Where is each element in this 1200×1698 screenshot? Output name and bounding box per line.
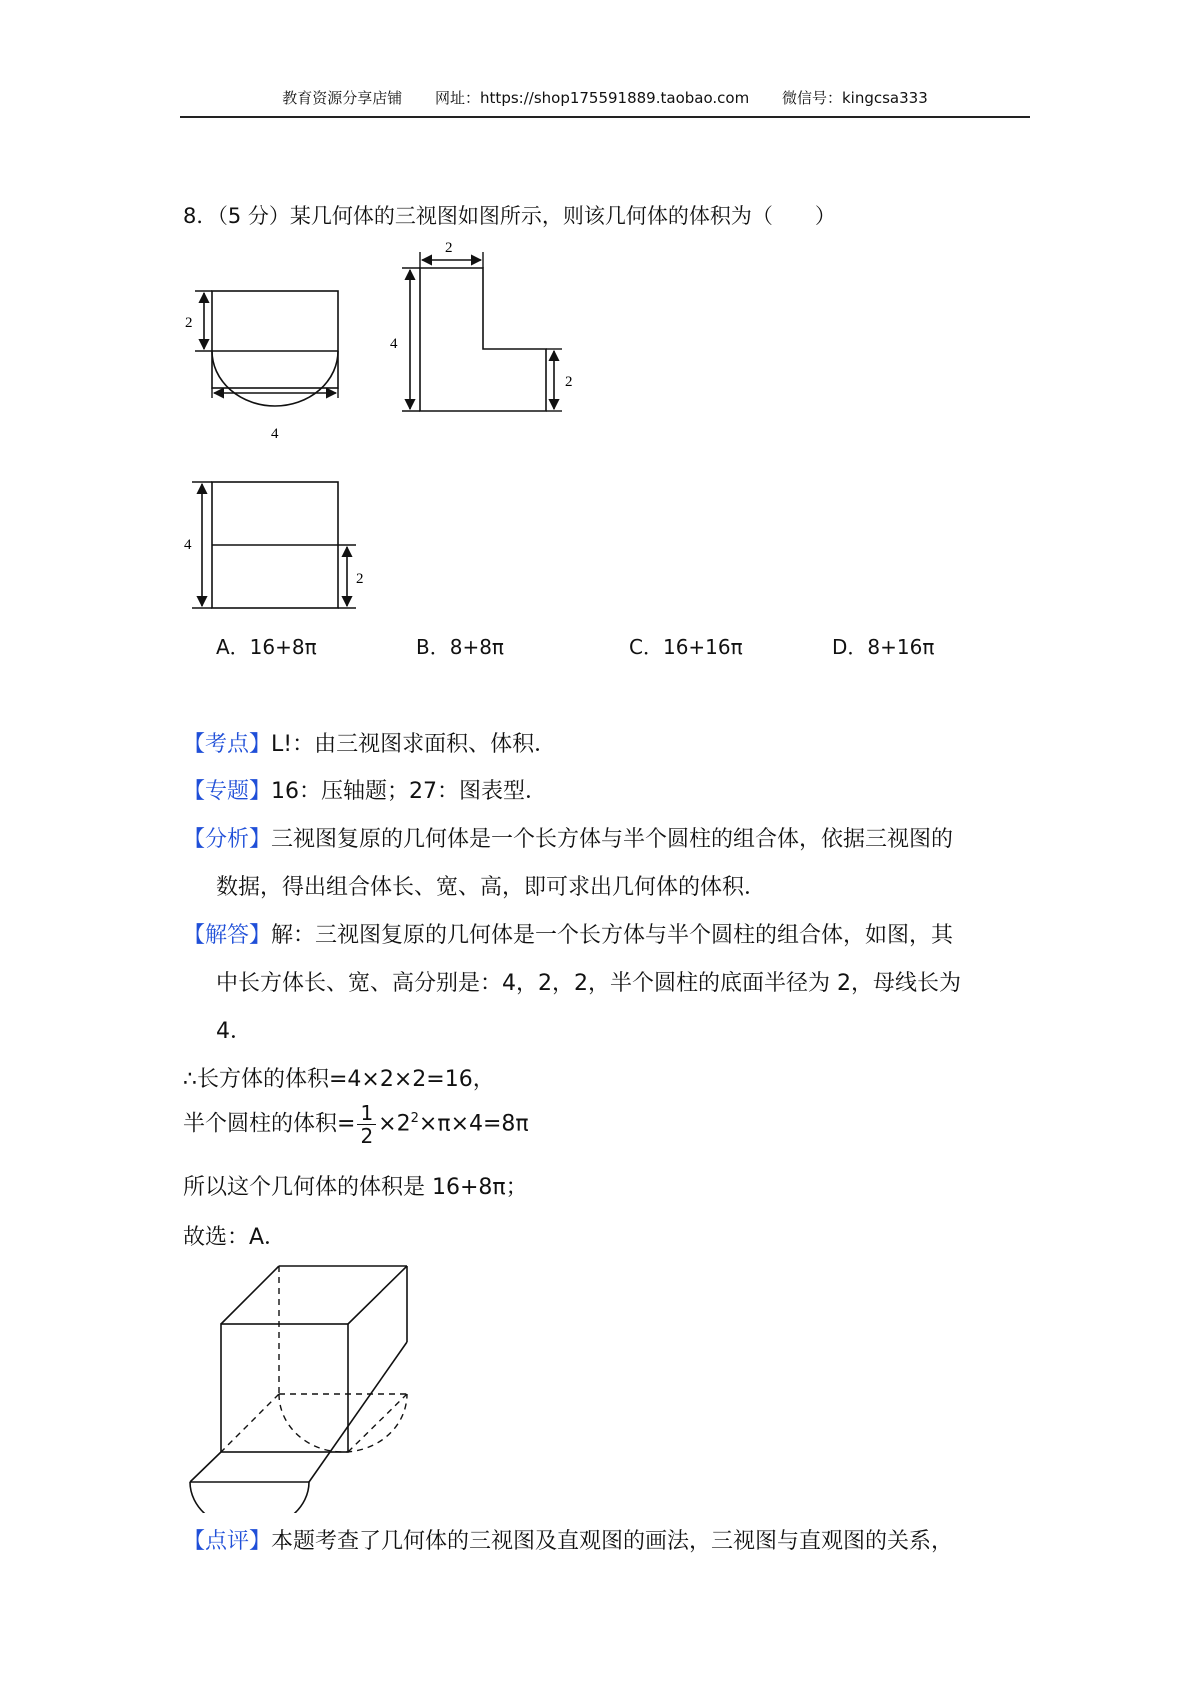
fenxi-line-1: 三视图复原的几何体是一个长方体与半个圆柱的组合体，依据三视图的 xyxy=(271,827,954,852)
zhuanti-section xyxy=(183,774,547,805)
fenxi-section xyxy=(183,822,953,853)
option-a: A．16+8π xyxy=(216,635,317,659)
dianping-section xyxy=(183,1524,953,1555)
calc2-part-a: ×2 xyxy=(378,1111,411,1137)
calc2-part-b: ×π×4=8π xyxy=(418,1111,529,1137)
jieda-section xyxy=(183,918,953,949)
side-view-figure xyxy=(390,238,590,418)
kaodian-section xyxy=(183,727,556,758)
question-text: 8．（5 分）某几何体的三视图如图所示，则该几何体的体积为（ ） xyxy=(183,204,836,228)
top-right-label: 2 xyxy=(356,571,364,587)
conclusion-line: 所以这个几何体的体积是 16+8π； xyxy=(183,1175,528,1200)
solid-3d-figure xyxy=(180,1258,420,1513)
fraction-denominator: 2 xyxy=(360,1124,374,1148)
page-header xyxy=(180,86,1030,118)
jieda-line-3: 4． xyxy=(216,1019,252,1044)
jieda-line-1: 解：三视图复原的几何体是一个长方体与半个圆柱的组合体，如图，其 xyxy=(271,923,954,948)
front-width-label: 4 xyxy=(271,426,279,442)
dianping-tag: 【点评】 xyxy=(183,1529,272,1554)
kaodian-tag: 【考点】 xyxy=(183,732,272,757)
option-b: B．8+8π xyxy=(416,635,504,659)
front-view-figure xyxy=(180,250,370,450)
calc-cylinder-volume xyxy=(183,1102,529,1147)
fenxi-line-2: 数据，得出组合体长、宽、高，即可求出几何体的体积． xyxy=(216,875,767,900)
calc2-prefix: 半个圆柱的体积= xyxy=(183,1111,356,1137)
jieda-tag: 【解答】 xyxy=(183,923,272,948)
shop-name: 教育资源分享店铺 xyxy=(282,89,403,107)
option-d: D．8+16π xyxy=(832,635,935,659)
jieda-line-2: 中长方体长、宽、高分别是：4，2，2，半个圆柱的底面半径为 2，母线长为 xyxy=(216,971,961,996)
front-height-label: 2 xyxy=(185,315,193,331)
top-height-label: 4 xyxy=(184,537,192,553)
zhuanti-text: 16：压轴题；27：图表型． xyxy=(271,779,548,804)
fenxi-tag: 【分析】 xyxy=(183,827,272,852)
calc-box-volume: ∴长方体的体积=4×2×2=16， xyxy=(183,1067,495,1092)
answer-choice-line: 故选：A． xyxy=(183,1225,287,1250)
side-height-label: 4 xyxy=(390,336,398,352)
shop-url: 网址：https://shop175591889.taobao.com xyxy=(435,89,750,107)
fraction-one-half xyxy=(357,1102,376,1147)
calc2-exponent: 2 xyxy=(410,1111,419,1127)
kaodian-text: L!：由三视图求面积、体积． xyxy=(271,732,557,757)
zhuanti-tag: 【专题】 xyxy=(183,779,272,804)
dianping-text: 本题考查了几何体的三视图及直观图的画法，三视图与直观图的关系， xyxy=(271,1529,954,1554)
side-right-label: 2 xyxy=(565,374,573,390)
side-top-label: 2 xyxy=(445,240,453,256)
wechat-id: 微信号：kingcsa333 xyxy=(781,89,928,107)
top-view-figure xyxy=(180,470,380,620)
option-c: C．16+16π xyxy=(629,635,743,659)
fraction-numerator: 1 xyxy=(357,1102,376,1125)
